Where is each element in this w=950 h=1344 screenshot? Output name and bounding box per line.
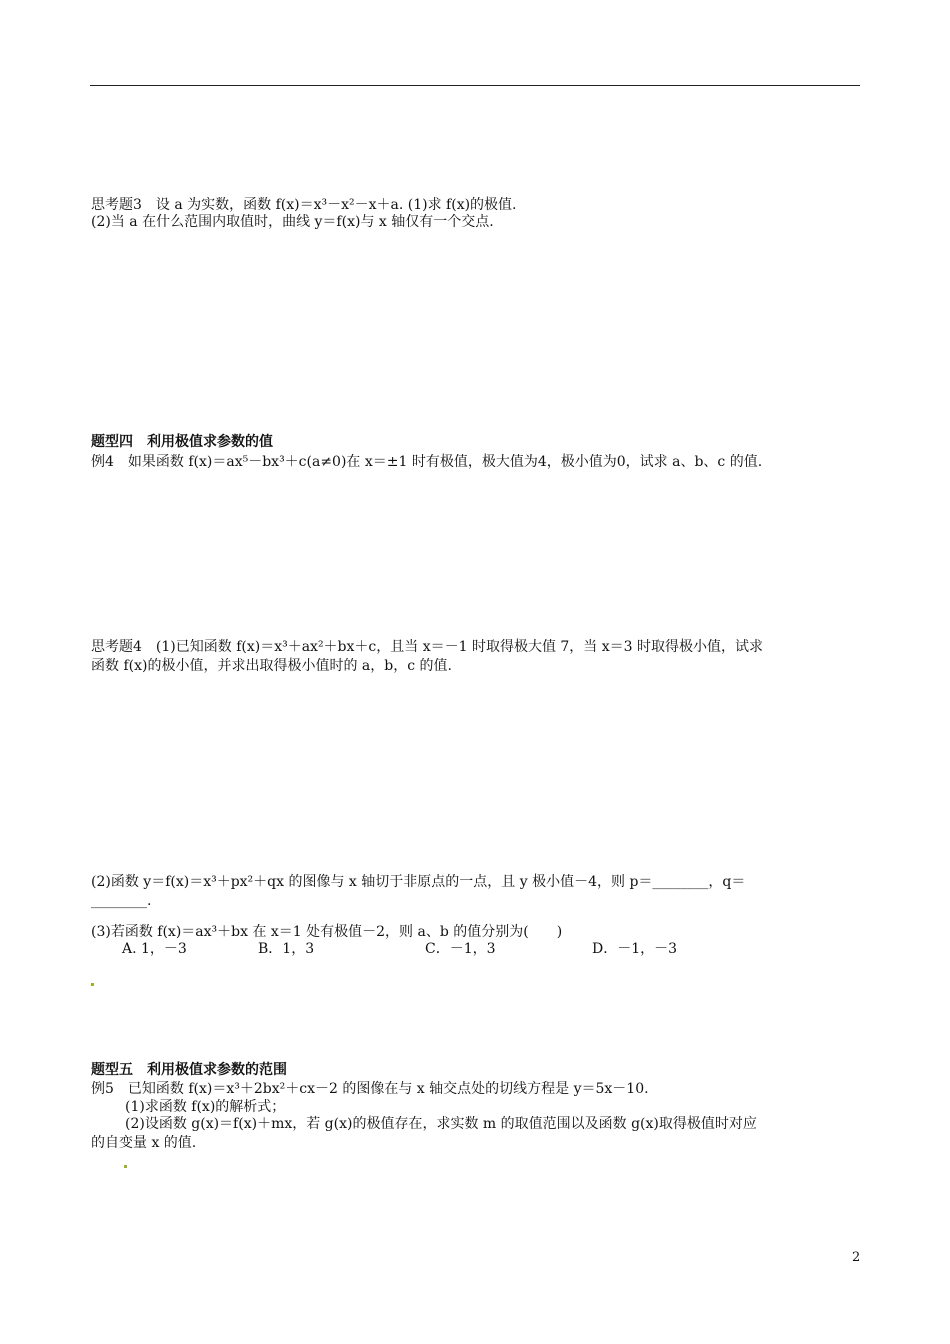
- example-5-part-2-continued: 的自变量 x 的值.: [91, 1135, 197, 1151]
- thinking-question-3-line-2: (2)当 a 在什么范围内取值时，曲线 y＝f(x)与 x 轴仅有一个交点.: [91, 214, 494, 230]
- section-heading-type-4: 题型四 利用极值求参数的值: [91, 434, 273, 450]
- section-heading-type-5: 题型五 利用极值求参数的范围: [91, 1062, 287, 1078]
- option-b: B．1，3: [258, 941, 315, 957]
- thinking-question-4-line-1: 思考题4 (1)已知函数 f(x)＝x³＋ax²＋bx＋c，且当 x＝－1 时取得极大值 7，当 x＝3 时取得极小值，试求: [91, 639, 764, 655]
- thinking-question-4-part-3: (3)若函数 f(x)＝ax³＋bx 在 x＝1 处有极值－2，则 a、b 的值分别为( ): [91, 924, 563, 940]
- option-c: C．－1，3: [425, 941, 496, 957]
- stray-mark: [91, 983, 94, 986]
- thinking-question-4-part-2-line-1: (2)函数 y＝f(x)＝x³＋px²＋qx 的图像与 x 轴切于非原点的一点，且 y 极小值－4，则 p＝________，q＝: [91, 874, 746, 890]
- example-5: 例5 已知函数 f(x)＝x³＋2bx²＋cx－2 的图像在与 x 轴交点处的切线方程是 y＝5x－10.: [91, 1081, 649, 1097]
- thinking-question-3-line-1: 思考题3 设 a 为实数，函数 f(x)＝x³－x²－x＋a. (1)求 f(x)的极值.: [91, 197, 517, 213]
- thinking-question-4-line-2: 函数 f(x)的极小值，并求出取得极小值时的 a，b，c 的值.: [91, 658, 452, 674]
- example-5-part-2: (2)设函数 g(x)＝f(x)＋mx，若 g(x)的极值存在，求实数 m 的取值范围以及函数 g(x)取得极值时对应: [125, 1116, 757, 1132]
- option-a: A. 1，－3: [122, 941, 187, 957]
- page-number: 2: [852, 1250, 861, 1265]
- stray-mark: [124, 1165, 127, 1168]
- header-rule: [90, 85, 860, 86]
- example-4: 例4 如果函数 f(x)＝ax⁵－bx³＋c(a≠0)在 x＝±1 时有极值，极大值为4，极小值为0，试求 a、b、c 的值.: [91, 454, 763, 470]
- example-5-part-1: (1)求函数 f(x)的解析式；: [125, 1099, 286, 1115]
- option-d: D．－1，－3: [592, 941, 678, 957]
- thinking-question-4-part-2-line-2: ________.: [91, 893, 152, 909]
